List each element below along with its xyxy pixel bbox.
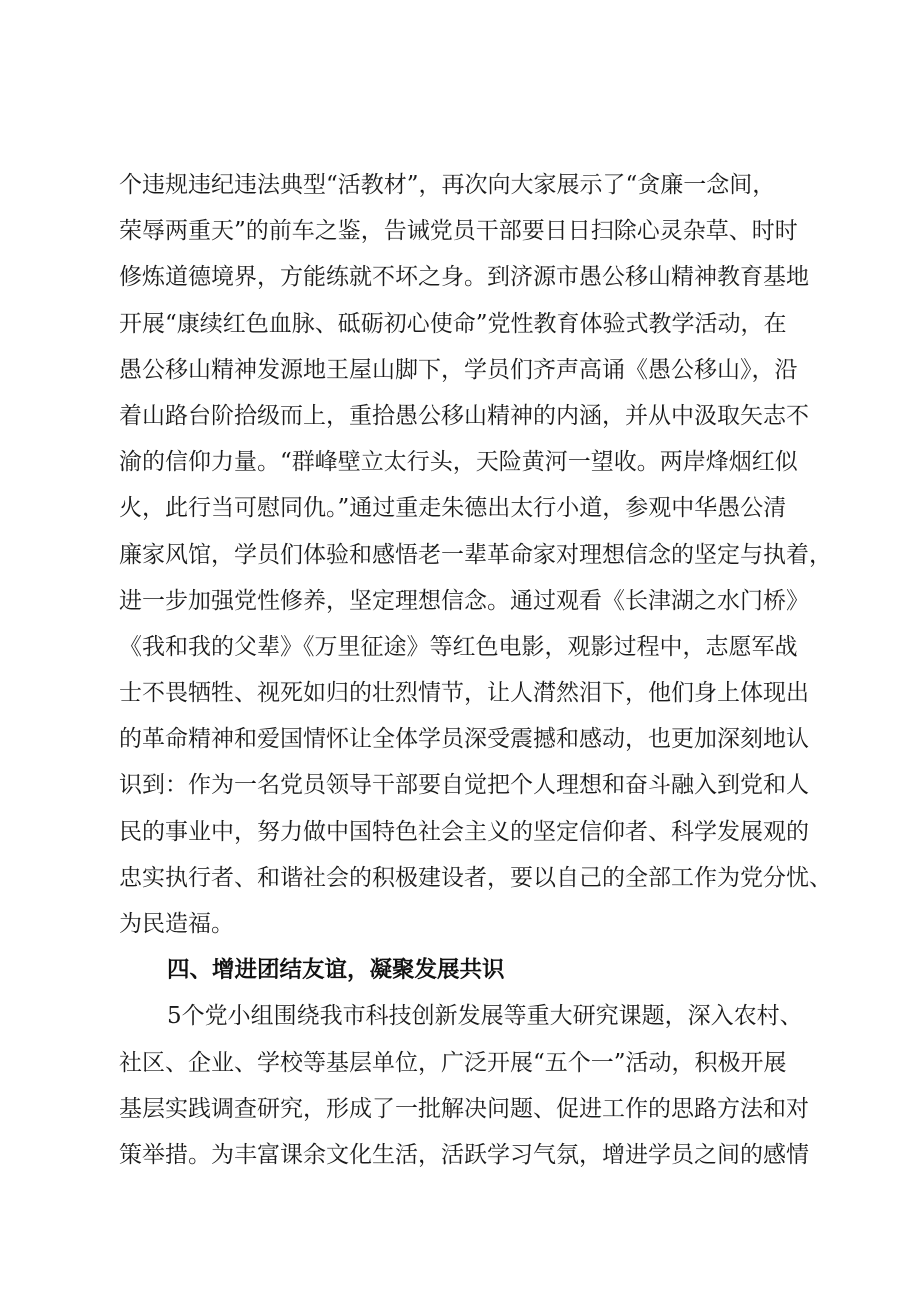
paragraph-1 xyxy=(119,162,839,947)
text-line: 士不畏牺牲、视死如归的壮烈情节，让人潸然泪下，他们身上体现出 xyxy=(119,680,809,707)
text-line: 着山路台阶拾级而上，重拾愚公移山精神的内涵，并从中汲取矢志不 xyxy=(119,402,809,429)
text-line: 廉家风馆，学员们体验和感悟老一辈革命家对理想信念的坚定与执着， xyxy=(119,541,832,568)
text-line: 渝的信仰力量。“群峰壁立太行头，天险黄河一望收。两岸烽烟红似 xyxy=(119,449,798,476)
text-line: 社区、企业、学校等基层单位，广泛开展“五个一”活动，积极开展 xyxy=(119,1049,787,1076)
text-line: 个违规违纪违法典型“活教材”，再次向大家展示了“贪廉一念间， xyxy=(119,172,776,198)
text-line: 忠实执行者、和谐社会的积极建设者，要以自己的全部工作为党分忧、 xyxy=(119,864,832,891)
text-line: 修炼道德境界，方能练就不坏之身。到济源市愚公移山精神教育基地 xyxy=(119,264,809,291)
paragraph-2 xyxy=(119,993,839,1178)
document-body xyxy=(119,162,839,1178)
text-line: 荣辱两重天”的前车之鉴，告诫党员干部要日日扫除心灵杂草、时时 xyxy=(119,218,798,245)
text-line: 进一步加强党性修养，坚定理想信念。通过观看《长津湖之水门桥》 xyxy=(119,587,809,614)
text-line: 的革命精神和爱国情怀让全体学员深受震撼和感动，也更加深刻地认 xyxy=(119,726,809,753)
section-heading: 四、增进团结友谊，凝聚发展共识 xyxy=(167,957,505,984)
text-line: 策举措。为丰富课余文化生活，活跃学习气氛，增进学员之间的感情 xyxy=(119,1141,809,1168)
text-line: 火，此行当可慰同仇。”通过重走朱德出太行小道，参观中华愚公清 xyxy=(119,495,787,522)
text-line: 开展“康续红色血脉、砥砺初心使命”党性教育体验式教学活动，在 xyxy=(119,310,787,337)
text-line: 《我和我的父辈》《万里征途》等红色电影，观影过程中，志愿军战 xyxy=(119,633,798,660)
text-line: 民的事业中，努力做中国特色社会主义的坚定信仰者、科学发展观的 xyxy=(119,818,809,845)
text-line: 愚公移山精神发源地王屋山脚下，学员们齐声高诵《愚公移山》，沿 xyxy=(119,356,798,383)
text-line: 基层实践调查研究，形成了一批解决问题、促进工作的思路方法和对 xyxy=(119,1095,809,1122)
text-line: 为民造福。 xyxy=(119,911,234,937)
text-line: 5个党小组围绕我市科技创新发展等重大研究课题，深入农村、 xyxy=(167,1003,803,1030)
text-line: 识到：作为一名党员领导干部要自觉把个人理想和奋斗融入到党和人 xyxy=(119,772,809,799)
